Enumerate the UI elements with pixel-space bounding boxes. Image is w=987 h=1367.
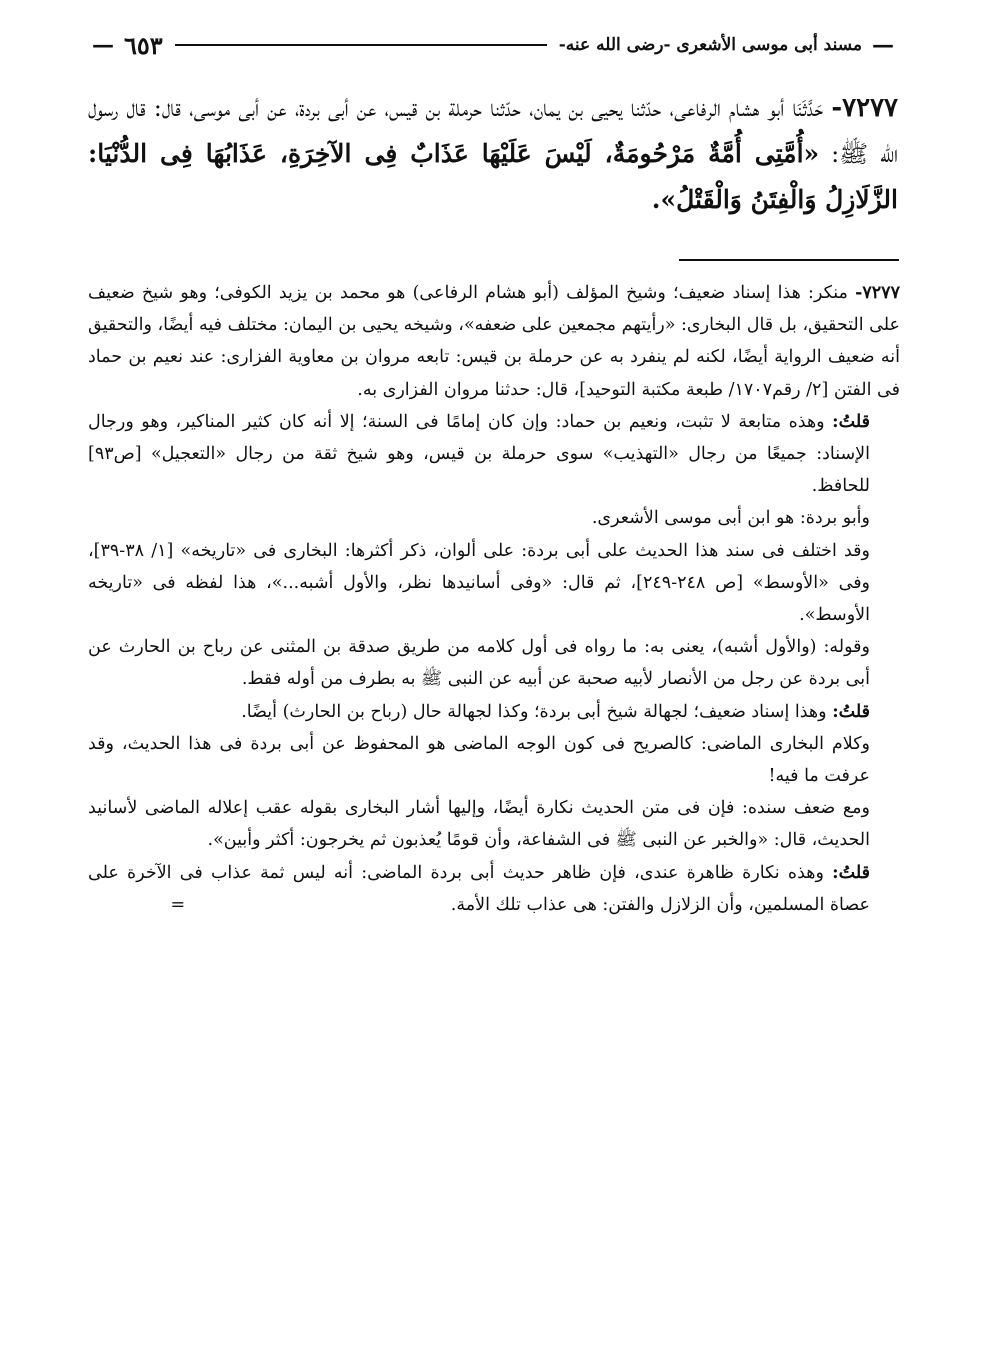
note-paragraph-7 bbox=[88, 728, 900, 792]
note-text-8: ومع ضعف سنده: فإن فى متن الحديث نكارة أيضًا، وإليها أشار البخارى بقوله عقب إعلاله الماضى لأسانيد الحديث، قال: «والخبر عن النبى ﷺ فى الشفاعة، وأن قومًا يُعذبون ثم يخرجون: أكثر وأبين». bbox=[88, 798, 870, 851]
hadith-isnad: حَدَّثَنَا أبو هشام الرفاعى، حدّثنا يحيى بن يمان، حدّثنا حرملة بن قيس، عن أبى بردة، عن أبى موسى، قال: قال رسول الله ﷺ: bbox=[88, 94, 899, 168]
note-lead-9: قلتُ: bbox=[832, 862, 870, 883]
note-paragraph-3 bbox=[88, 502, 900, 534]
note-text-5: وقوله: (والأول أشبه)، يعنى به: ما رواه فى أول كلامه من طريق صدقة بن المثنى عن رباح بن الحارث عن أبى بردة عن رجل من الأنصار لأبيه صحبة عن أبيه عن النبى ﷺ به بطرف من أوله فقط. bbox=[88, 637, 870, 690]
footnote-separator bbox=[679, 259, 899, 261]
hadith-text bbox=[88, 86, 898, 223]
page-number: ٦٥٣ bbox=[124, 30, 163, 60]
note-paragraph-8 bbox=[88, 792, 900, 856]
note-paragraph-2 bbox=[88, 406, 900, 503]
hadith-paragraph bbox=[88, 86, 898, 223]
note-text-4: وقد اختلف فى سند هذا الحديث على أبى بردة: على ألوان، ذكر أكثرها: البخارى فى «تاريخه» [١/ ٣٨-٣٩]، وفى «الأوسط» [ص ٢٤٨-٢٤٩]، ثم قال: «وفى أسانيدها نظر، والأول أشبه...»، هذا لفظه فى «تاريخه الأوسط». bbox=[88, 540, 871, 626]
note-text-1: منكر: هذا إسناد ضعيف؛ وشيخ المؤلف (أبو هشام الرفاعى) هو محمد بن يزيد الكوفى؛ وهو شيخ ضعيف على التحقيق، بل قال البخارى: «رأيتهم مجمعين على ضعفه»، وشيخه يحيى بن اليمان: مختلف فيه أيضًا، والتحقيق أنه ضعيف الرواية أيضًا، لكنه لم ينفرد به عن حرملة بن قيس: تابعه مروان بن معاوية الفزارى: عند نعيم بن حماد فى الفتن [٢/ رقم١٧٠٧/ طبعة مكتبة التوحيد]، قال: حدثنا مروان الفزارى به. bbox=[88, 283, 900, 400]
note-lead-2: قلتُ: bbox=[832, 411, 870, 432]
running-title: مسند أبى موسى الأشعرى -رضى الله عنه- bbox=[558, 35, 862, 55]
note-text-7: وكلام البخارى الماضى: كالصريح فى كون الوجه الماضى هو المحفوظ عن أبى بردة فى هذا الحديث، وقد عرفت ما فيه! bbox=[88, 733, 870, 787]
note-paragraph-1 bbox=[88, 277, 900, 406]
note-text-3: وأبو بردة: هو ابن أبى موسى الأشعرى. bbox=[591, 508, 870, 529]
note-paragraph-9 bbox=[88, 857, 900, 921]
note-text-9: وهذه نكارة ظاهرة عندى، فإن ظاهر حديث أبى بردة الماضى: أنه ليس ثمة عذاب فى الآخرة على عصاة المسلمين، وأن الزلازل والفتن: هى عذاب تلك الأمة. bbox=[88, 862, 870, 915]
header-rule bbox=[175, 44, 547, 46]
hadith-matn: «أُمَّتِى أُمَّةٌ مَرْحُومَةٌ، لَيْسَ عَلَيْهَا عَذَابٌ فِى الآخِرَةِ، عَذَابُهَا فِى الدُّنْيَا: الزَّلَازِلُ وَالْفِتَنُ وَالْقَتْلُ». bbox=[88, 139, 898, 214]
note-paragraph-5 bbox=[88, 631, 900, 695]
header-dash-left: — bbox=[92, 32, 114, 58]
commentary bbox=[88, 277, 900, 921]
note-lead-6: قلتُ: bbox=[832, 701, 870, 722]
continuation-mark: = bbox=[170, 894, 186, 915]
note-paragraph-6 bbox=[88, 696, 900, 728]
hadith-number: ٧٢٧٧- bbox=[831, 93, 898, 123]
note-text-6: وهذا إسناد ضعيف؛ لجهالة شيخ أبى بردة؛ وكذا لجهالة حال (رباح بن الحارث) أيضًا. bbox=[241, 701, 827, 722]
note-paragraph-4 bbox=[88, 535, 900, 632]
header-dash-right: — bbox=[872, 32, 894, 58]
note-text-2: وهذه متابعة لا تثبت، ونعيم بن حماد: وإن كان إمامًا فى السنة؛ إلا أنه كان كثير المناكير، وهو ورجال الإسناد: جميعًا من رجال «التهذيب» سوى حرملة بن قيس، وهو شيخ ثقة من رجال «التعجيل» [ص٩٣] للحافظ. bbox=[88, 411, 870, 497]
page-header bbox=[88, 28, 898, 62]
note-number: ٧٢٧٧- bbox=[855, 283, 900, 303]
